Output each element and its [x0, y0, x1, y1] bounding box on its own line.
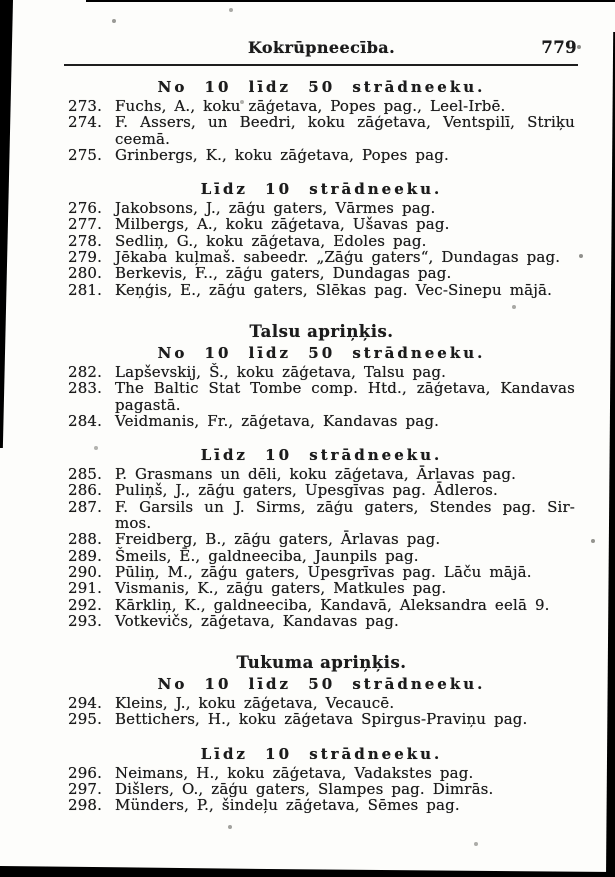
- entry-number: 282.: [68, 362, 102, 381]
- entry-number: 276.: [68, 199, 102, 218]
- size-heading: No 10 līdz 50 strādneeku.: [157, 343, 486, 362]
- entry-number: 287.: [68, 497, 102, 516]
- size-heading: Līdz 10 strādneeku.: [200, 446, 443, 465]
- entry-group: [68, 765, 575, 814]
- entry-text: Jakobsons, J., zāģu gaters, Vārmes pag.: [115, 199, 436, 218]
- scan-artifact-right-edge: [606, 32, 615, 877]
- directory-entry: [68, 597, 575, 613]
- header-rule: [64, 64, 578, 66]
- size-heading: Līdz 10 strādneeku.: [200, 744, 443, 763]
- entry-text: Kārkliņ, K., galdneeciba, Kandavā, Aleksandra eelā 9.: [115, 595, 550, 614]
- page-title: Kokrūpneecība.: [247, 38, 396, 57]
- scan-artifact-bottom-edge: [0, 866, 615, 877]
- entry-text: Sedliņ, G., koku zāģetava, Edoles pag.: [115, 231, 427, 250]
- directory-entry: [68, 265, 575, 281]
- entry-number: 293.: [68, 611, 102, 630]
- entry-number: 281.: [68, 280, 102, 299]
- entry-text: F. Assers, un Beedri, koku zāģetava, Ventspilī, Striķu: [115, 113, 575, 132]
- directory-entry: [68, 695, 575, 711]
- size-heading: No 10 līdz 50 strādneeku.: [157, 675, 486, 694]
- page-header: [68, 38, 575, 56]
- entry-text: Fuchs, A., koku zāģetava, Popes pag., Leel-Irbē.: [115, 97, 506, 115]
- directory-entry: [68, 499, 575, 532]
- entry-number: 289.: [68, 546, 102, 565]
- size-heading: Līdz 10 strādneeku.: [200, 180, 443, 199]
- entry-number: 275.: [68, 145, 102, 164]
- entry-number: 283.: [68, 379, 102, 398]
- entry-number: 290.: [68, 562, 102, 581]
- directory-entry: [68, 580, 575, 596]
- directory-entry: [68, 781, 575, 797]
- directory-entry: [68, 216, 575, 232]
- entry-number: 296.: [68, 763, 102, 782]
- scan-dust-specks: [0, 0, 2, 2]
- entry-number: 278.: [68, 231, 102, 250]
- entry-text: Grinbergs, K., koku zāģetava, Popes pag.: [115, 145, 449, 164]
- directory-entry: [68, 380, 575, 413]
- scan-artifact-top-edge: [86, 0, 615, 2]
- entry-text: Lapševskij, Š., koku zāģetava, Talsu pag.: [115, 362, 447, 381]
- entry-text: Freidberg, B., zāģu gaters, Ārlavas pag.: [115, 530, 441, 549]
- entry-text: Jēkaba kuļmaš. sabeedr. „Zāģu gaters“, Dundagas pag.: [115, 248, 561, 267]
- entry-group: [68, 364, 575, 429]
- directory-entry: [68, 482, 575, 498]
- entry-number: 279.: [68, 248, 102, 267]
- directory-entry: [68, 200, 575, 216]
- entry-continuation: pagastā.: [115, 395, 181, 414]
- directory-entry: [68, 531, 575, 547]
- directory-entry: [68, 797, 575, 813]
- scan-artifact-left-edge: [0, 0, 13, 448]
- entry-text: Puliņš, J., zāģu gaters, Upesgīvas pag. Ādleros.: [115, 481, 498, 500]
- entry-group: [68, 200, 575, 298]
- entry-number: 297.: [68, 780, 102, 799]
- directory-entry: [68, 466, 575, 482]
- entry-text: Veidmanis, Fr., zāģetava, Kandavas pag.: [115, 411, 440, 430]
- entry-number: 277.: [68, 215, 102, 234]
- entry-group: [68, 466, 575, 629]
- entry-number: 284.: [68, 411, 102, 430]
- entry-number: 298.: [68, 796, 102, 815]
- directory-page: [68, 38, 575, 814]
- entry-text: Münders, P., šindeļu zāģetava, Sēmes pag.: [115, 796, 460, 815]
- entry-number: 292.: [68, 595, 102, 614]
- entry-text: Neimans, H., koku zāģetava, Vadakstes pag.: [115, 763, 474, 782]
- directory-entry: [68, 413, 575, 429]
- district-title: Tukuma apriņķis.: [236, 653, 407, 673]
- directory-entry: [68, 711, 575, 727]
- entry-continuation: ceemā.: [115, 129, 170, 148]
- entry-number: 280.: [68, 264, 102, 283]
- directory-entry: [68, 613, 575, 629]
- directory-entry: [68, 282, 575, 298]
- entry-number: 273.: [68, 97, 102, 115]
- directory-entry: [68, 98, 575, 114]
- entry-number: 295.: [68, 710, 102, 729]
- entry-number: 285.: [68, 465, 102, 484]
- entry-text: P. Grasmans un dēli, koku zāģetava, Ārlavas pag.: [115, 465, 517, 484]
- directory-entry: [68, 147, 575, 163]
- entry-text: Pūliņ, M., zāģu gaters, Upesgrīvas pag. Lāču mājā.: [115, 562, 532, 581]
- entry-group: [68, 695, 575, 728]
- directory-entry: [68, 114, 575, 147]
- directory-entry: [68, 233, 575, 249]
- entry-text: Votkevičs, zāģetava, Kandavas pag.: [115, 611, 399, 630]
- entry-number: 288.: [68, 530, 102, 549]
- entry-text: Milbergs, A., koku zāģetava, Ušavas pag.: [115, 215, 450, 234]
- directory-entry: [68, 765, 575, 781]
- directory-entry: [68, 564, 575, 580]
- directory-entry: [68, 249, 575, 265]
- entry-text: The Baltic Stat Tombe comp. Htd., zāģetava, Kandavas: [115, 379, 575, 398]
- entry-text: Dišlers, O., zāģu gaters, Slampes pag. Dimrās.: [115, 780, 494, 799]
- entry-continuation: mos.: [115, 514, 152, 533]
- entry-text: Šmeils, Ē., galdneeciba, Jaunpils pag.: [115, 546, 419, 565]
- directory-entry: [68, 364, 575, 380]
- entry-number: 286.: [68, 481, 102, 500]
- page-number: 779: [541, 38, 577, 57]
- size-heading: No 10 līdz 50 strādneeku.: [157, 78, 486, 96]
- entry-text: Kleins, J., koku zāģetava, Vecaucē.: [115, 694, 395, 713]
- entry-number: 291.: [68, 579, 102, 598]
- entry-text: Vismanis, K., zāģu gaters, Matkules pag.: [115, 579, 447, 598]
- entry-text: Bettichers, H., koku zāģetava Spirgus-Praviņu pag.: [115, 710, 528, 729]
- entry-number: 274.: [68, 113, 102, 132]
- entry-group: [68, 98, 575, 163]
- district-title: Talsu apriņķis.: [249, 321, 394, 341]
- entry-text: Keņģis, E., zāģu gaters, Slēkas pag. Vec-Sinepu mājā.: [115, 280, 553, 299]
- entry-text: F. Garsils un J. Sirms, zāģu gaters, Stendes pag. Sir-: [115, 497, 575, 516]
- directory-entry: [68, 548, 575, 564]
- entry-number: 294.: [68, 694, 102, 713]
- entry-text: Berkevis, F.., zāģu gaters, Dundagas pag.: [115, 264, 452, 283]
